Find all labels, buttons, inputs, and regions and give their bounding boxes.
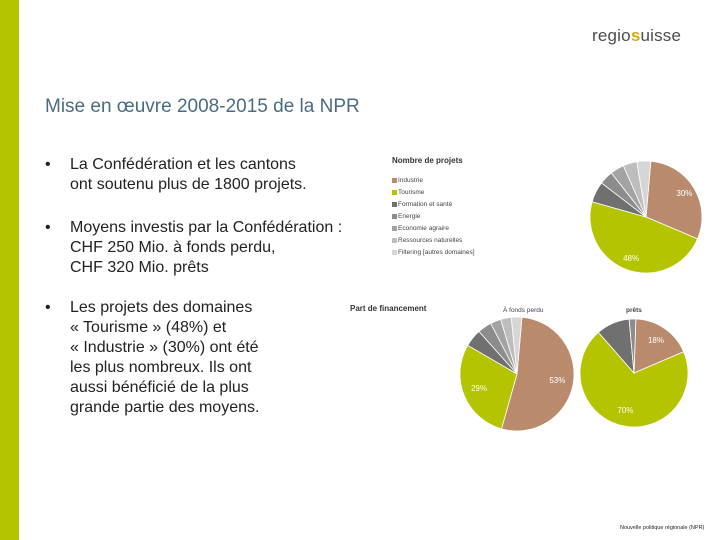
data-label-industrie: 30% — [676, 188, 693, 198]
legend-item-formation-et-sante — [398, 201, 452, 208]
pie-prets — [580, 319, 688, 427]
bullet-dot: • — [45, 299, 51, 316]
legend-label: Filtering [autres domaines] — [398, 249, 475, 256]
data-label-tourisme: 70% — [617, 405, 634, 415]
bullet-text: Moyens investis par la Confédération : CHF 250 Mio. à fonds perdu, CHF 320 Mio. prêts — [70, 219, 343, 276]
legend-label: Energie — [398, 213, 421, 220]
slide-title: Mise en œuvre 2008-2015 de la NPR — [45, 96, 360, 117]
legend-swatch — [392, 226, 397, 231]
legend-swatch — [392, 190, 397, 195]
pie-fonds-perdu — [460, 317, 574, 431]
data-label-industrie: 18% — [647, 335, 664, 345]
legend-item-industrie — [398, 177, 423, 184]
legend-item-ressources-naturelles — [398, 237, 462, 244]
legend-item-energie — [398, 213, 420, 220]
data-label-tourisme: 29% — [470, 384, 487, 394]
legend-swatch — [392, 250, 397, 255]
legend-title: Nombre de projets — [392, 156, 463, 165]
legend-item-filtering-autres-domaines — [398, 249, 475, 256]
legend-swatch — [392, 178, 397, 183]
bullet-dot: • — [45, 156, 51, 173]
legend-swatch — [392, 238, 397, 243]
data-label-industrie: 53% — [549, 376, 566, 386]
legend-label: Formation et santé — [398, 201, 453, 208]
legend-label: Economie agraire — [398, 225, 449, 232]
bullet-text: La Confédération et les cantons ont soutenu plus de 1800 projets. — [70, 156, 307, 193]
legend-swatch — [392, 214, 397, 219]
legend-item-economie-agraire — [398, 225, 449, 232]
chart-legend — [377, 150, 483, 262]
bullet-text: Les projets des domaines « Tourisme » (48%) et « Industrie » (30%) ont été les plus nombreux. Ils ont aussi bénéficié de la plus grande partie des moyens. — [70, 299, 260, 416]
pie-nombre-projets — [590, 161, 702, 273]
footer-text: Nouvelle politique régionale (NPR) — [620, 525, 705, 531]
legend-label: Ressources naturelles — [398, 237, 463, 244]
bullet-dot: • — [45, 219, 51, 236]
fonds-perdu-subtitle: À fonds perdu — [503, 307, 544, 314]
legend-label: Industrie — [398, 177, 423, 184]
prets-subtitle: prêts — [626, 307, 642, 314]
financing-title: Part de financement — [350, 304, 427, 313]
regiosuisse-logo: regiosuisse — [592, 26, 682, 45]
data-label-tourisme: 48% — [623, 254, 640, 264]
legend-label: Tourisme — [398, 189, 425, 196]
legend-swatch — [392, 202, 397, 207]
legend-item-tourisme — [398, 189, 424, 196]
